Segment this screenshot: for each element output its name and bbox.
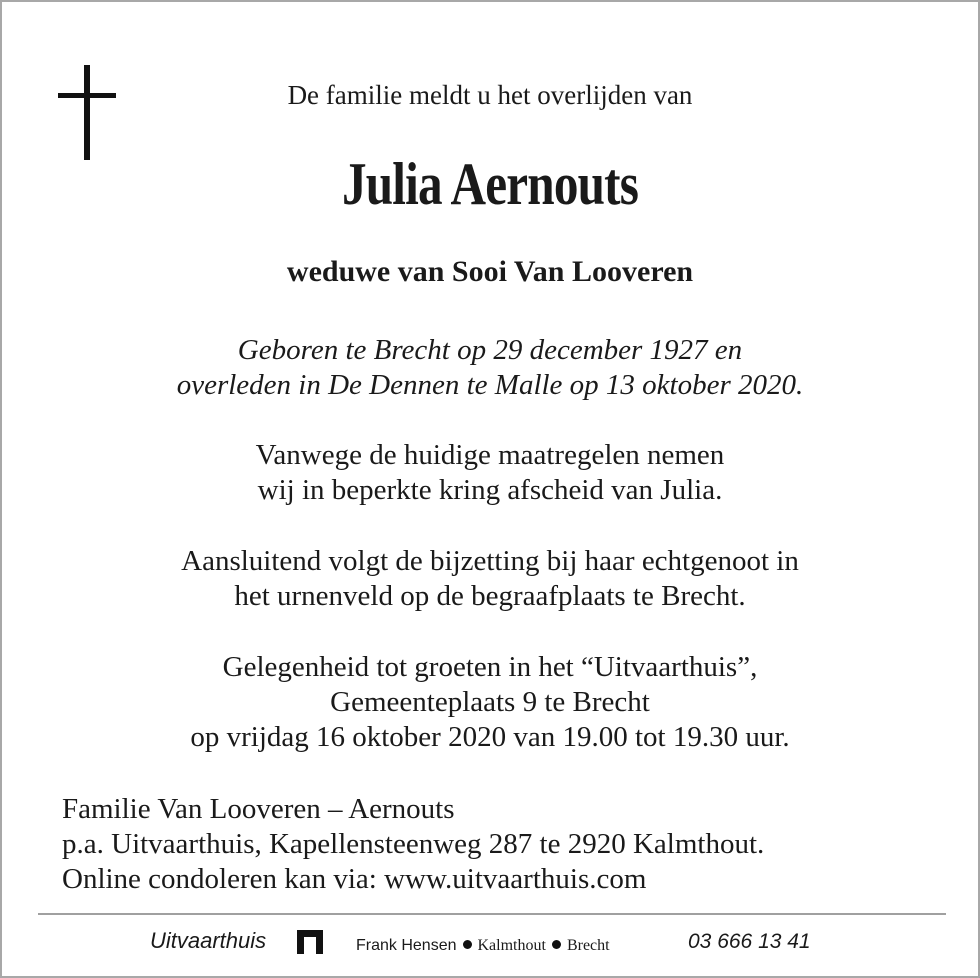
paragraph-line: overleden in De Dennen te Malle op 13 oktober 2020. [176,369,804,401]
widow-line: weduwe van Sooi Van Looveren [286,255,694,288]
family-block [62,792,764,897]
deceased-name: Julia Aernouts [341,151,639,217]
footer [2,926,978,960]
paragraph-line: Gelegenheid tot groeten in het “Uitvaarthuis”, [222,651,758,683]
bullet-icon [463,940,472,949]
bullet-icon [552,940,561,949]
brand-name: Uitvaarthuis [150,928,267,953]
location-brecht: Brecht [566,937,610,954]
paragraph-line: het urnenveld op de begraafplaats te Brecht. [234,580,746,612]
birth-death-paragraph [2,333,978,403]
paragraph-line: op vrijdag 16 oktober 2020 van 19.00 tot 19.30 uur. [190,721,790,753]
location-kalmthout: Kalmthout [477,937,546,954]
paragraph-line: Gemeenteplaats 9 te Brecht [330,686,650,718]
paragraph-line: wij in beperkte kring afscheid van Julia. [257,474,723,506]
burial-paragraph [2,544,978,614]
paragraph-line: Geboren te Brecht op 29 december 1927 en [237,334,743,366]
greeting-paragraph [2,650,978,755]
family-line: Familie Van Looveren – Aernouts [62,793,455,825]
arch-logo-icon [297,930,323,954]
intro-text: De familie meldt u het overlijden van [287,80,693,110]
paragraph-line: Vanwege de huidige maatregelen nemen [255,439,725,471]
family-line: Online condoleren kan via: www.uitvaarthuis.com [62,863,647,895]
footer-contact [356,935,610,955]
family-line: p.a. Uitvaarthuis, Kapellensteenweg 287 te 2920 Kalmthout. [62,828,765,860]
paragraph-line: Aansluitend volgt de bijzetting bij haar echtgenoot in [181,545,799,577]
director-name: Frank Hensen [356,937,457,954]
phone-number: 03 666 13 41 [688,930,811,953]
measures-paragraph [2,438,978,508]
footer-divider [38,913,946,915]
